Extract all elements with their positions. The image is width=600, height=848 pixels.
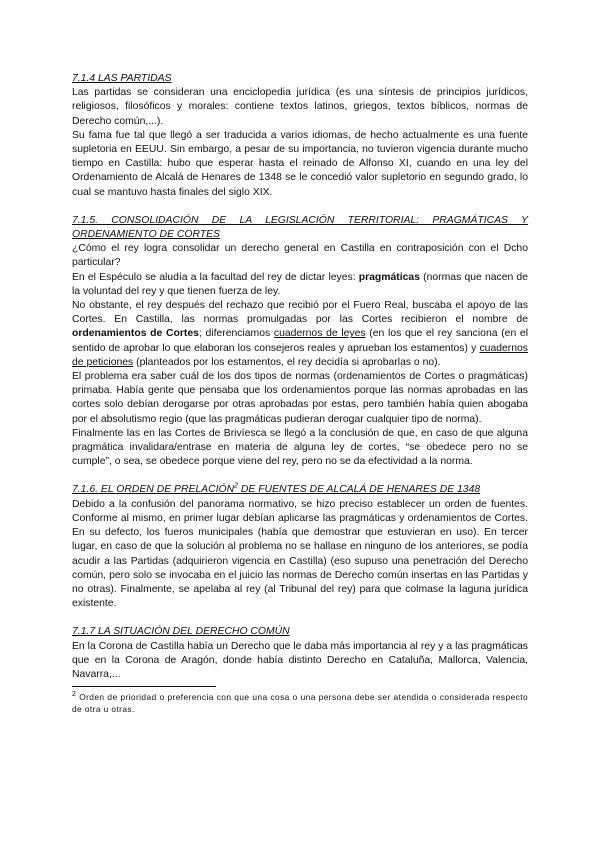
text-run: (en los que el rey sanciona (en el sentido de aprobar lo que elaboran los consejeros reales y aprueban los estamentos) y [72, 328, 529, 354]
text-run: ; diferenciamos [198, 328, 274, 340]
spacer [72, 469, 528, 483]
footnote-text: Orden de prioridad o preferencia con que una cosa o una persona debe ser atendida o considerada respecto de otra u otras. [72, 692, 528, 715]
text-run: No obstante, el rey después del rechazo que recibió por el Fuero Real, buscaba el apoyo de las Cortes. En Castilla, las normas promulgadas por las Cortes recibieron el nombre de [72, 300, 528, 326]
text-run: En el Espéculo se aludía a la facultad del rey de dictar leyes: [72, 271, 359, 283]
footnote-number: 2 [72, 691, 77, 699]
footnote-reference: 2 [234, 483, 238, 491]
paragraph: ¿Cómo el rey logra consolidar un derecho general en Castilla en contraposición con el Dcho particular? [72, 243, 528, 269]
section-7-1-6 [72, 483, 528, 611]
paragraph: El problema era saber cuál de los dos tipos de normas (ordenamientos de Cortes o pragmáticas) primaba. Había gente que pensaba que los ordenamientos porque las normas aprobadas en las cortes solo debían derogarse por otras aprobadas por estas, pero también había quien abogaba por el absolutismo regio (que las pragmáticas pudieran derogar cualquier tipo de norma). [72, 371, 528, 425]
footnote [72, 691, 528, 715]
underlined-term: cuadernos de leyes [273, 328, 366, 340]
spacer [72, 200, 528, 214]
section-heading [72, 483, 528, 497]
spacer [72, 611, 528, 625]
bold-term: ordenamientos de Cortes [72, 328, 199, 340]
paragraph: Su fama fue tal que llegó a ser traducida a varios idiomas, de hecho actualmente es una fuente supletoria en EEUU. Sin embargo, a pesar de su importancia, no tuvieron vigencia durante mucho tiempo en Castilla: hubo que esperar hasta el reinado de Alfonso XI, cuando en una ley del Ordenamiento de Alcalá de Henares de 1348 se le concedió valor supletorio en segundo grado, lo cual se mantuvo hasta finales del siglo XIX. [72, 129, 528, 198]
section-heading: 7.1.5. CONSOLIDACIÓN DE LA LEGISLACIÓN TERRITORIAL: PRAGMÁTICAS Y ORDENAMIENTO DE CORTES [72, 214, 528, 241]
paragraph: Debido a la confusión del panorama normativo, se hizo preciso establecer un orden de fuentes. Conforme al mismo, en primer lugar debían aplicarse las pragmáticas y ordenamientos de Cortes. En su defecto, los fueros municipales (había que demostrar que estuvieran en uso). En tercer lugar, en caso de que la solución al problema no se hallase en ninguno de los anteriores, se podía acudir a las Partidas (adquirieron vigencia en Castilla) (eso supuso una penetración del Derecho común, pero solo se invocaba en el juicio las normas de Derecho común insertas en las Partidas y no otras). Finalmente, se apelaba al rey (al Tribunal del rey) para que colmase la laguna jurídica existente. [72, 498, 528, 610]
document-page [72, 72, 528, 715]
paragraph [72, 299, 528, 370]
section-heading: 7.1.7 LA SITUACIÓN DEL DERECHO COMÚN [72, 626, 290, 638]
heading-text: DE FUENTES DE ALCALÁ DE HENARES DE 1348 [237, 484, 481, 496]
section-7-1-7 [72, 625, 528, 682]
section-7-1-4 [72, 72, 528, 200]
paragraph: En la Corona de Castilla había un Derecho que le daba más importancia al rey y a las pragmáticas que en la Corona de Aragón, donde había distinto Derecho en Cataluña, Mallorca, Valencia, Navarra,... [72, 640, 528, 680]
text-run: (normas que nacen de la voluntad del rey y que tienen fuerza de ley. [72, 271, 528, 297]
footnote-divider [72, 686, 216, 687]
bold-term: pragmáticas [358, 271, 420, 283]
section-7-1-5 [72, 214, 528, 470]
paragraph: Las partidas se consideran una enciclopedia jurídica (es una síntesis de principios jurídicos, religiosos, filosóficos y morales: contiene textos latinos, griegos, textos bíblicos, normas de Derecho común,...). [72, 87, 528, 127]
underlined-term: cuadernos de peticiones [72, 342, 528, 368]
paragraph [72, 271, 528, 299]
heading-text: 7.1.6. EL ORDEN DE PRELACIÓN [72, 484, 235, 496]
text-run: (planteados por los estamentos, el rey decidía si aprobarlas o no). [133, 356, 441, 368]
section-heading: 7.1.4 LAS PARTIDAS [72, 73, 172, 84]
paragraph: Finalmente las en las Cortes de Brivíesca se llegó a la conclusión de que, en caso de que alguna pragmática invalidara/entrase en materia de alguna ley de cortes, “se obedece pero no se cumple”, o sea, se obedece porque viene del rey, pero no se da efectividad a la norma. [72, 427, 528, 468]
